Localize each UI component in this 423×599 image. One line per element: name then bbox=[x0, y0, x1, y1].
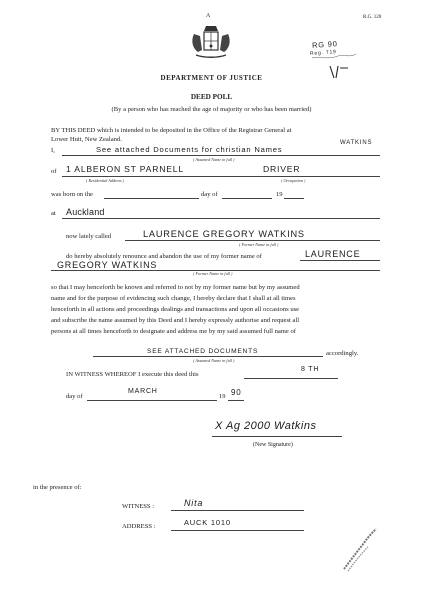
presence-label: in the presence of: bbox=[33, 484, 82, 491]
paragraph-line-3: henceforth in all actions and proceedings dealings and transactions and upon all occasions use bbox=[51, 306, 300, 313]
birthplace-field: Auckland bbox=[66, 207, 105, 217]
document-title: DEED POLL bbox=[190, 93, 233, 101]
label-residential-address: ( Residential Address ) bbox=[86, 178, 125, 183]
label-former-name: ( Former Name in full ) bbox=[239, 242, 279, 247]
day-label: day of bbox=[201, 191, 218, 198]
coat-of-arms-icon bbox=[186, 22, 236, 62]
at-label: at bbox=[51, 210, 56, 217]
former-name-field-2b: GREGORY WATKINS bbox=[57, 260, 158, 270]
now-lately-called-label: now lately called bbox=[66, 233, 112, 240]
assumed-name-field: See attached Documents for christian Names bbox=[96, 145, 283, 154]
form-letter: A bbox=[206, 13, 211, 19]
witness-whereof-label: IN WITNESS WHEREOF I execute this deed this bbox=[66, 371, 199, 378]
paragraph-line-5: persons at all times henceforth to designate and address me by my said assumed full name of bbox=[51, 328, 297, 335]
witness-signature: Nita bbox=[184, 498, 204, 508]
witness-address-field: AUCK 1010 bbox=[184, 518, 231, 527]
day-of-label: day of bbox=[66, 393, 83, 400]
accordingly-label: accordingly. bbox=[326, 350, 359, 357]
year-prefix: 19 bbox=[276, 191, 283, 198]
former-name-field-2a: LAURENCE bbox=[305, 249, 361, 259]
execution-day-field: 8 TH bbox=[301, 366, 320, 373]
assumed-name-field-2: SEE ATTACHED DOCUMENTS bbox=[147, 348, 259, 355]
intro-line-1: BY THIS DEED which is intended to be deposited in the Office of the Registrar General at bbox=[51, 127, 292, 134]
label-occupation: ( Occupation ) bbox=[281, 178, 306, 183]
label-former-name-2: ( Former Name in full ) bbox=[193, 271, 233, 276]
address-label: ADDRESS : bbox=[122, 523, 156, 530]
label-assumed-name: ( Assumed Name in full ) bbox=[193, 157, 235, 162]
renounce-label: do hereby absolutely renounce and abandon the use of my former name of bbox=[66, 253, 262, 260]
intro-line-2: Lower Hutt, New Zealand. bbox=[51, 136, 122, 143]
label-new-signature: (New Signature) bbox=[253, 442, 293, 448]
execution-month-field: MARCH bbox=[128, 388, 158, 395]
address-field: 1 ALBERON ST PARNELL bbox=[66, 164, 184, 174]
occupation-field: DRIVER bbox=[263, 164, 301, 174]
department-heading: DEPARTMENT OF JUSTICE bbox=[160, 74, 263, 82]
stamp-scribble-icon bbox=[340, 525, 380, 575]
paragraph-line-1: so that I may henceforth be known and referred to not by my former name but by my assumed bbox=[51, 284, 300, 291]
execution-year-prefix: 19 bbox=[219, 393, 226, 400]
handwritten-reference-1: RG 90 bbox=[311, 39, 338, 50]
former-name-field: LAURENCE GREGORY WATKINS bbox=[143, 229, 305, 239]
witness-label: WITNESS : bbox=[122, 503, 155, 510]
document-subtitle: (By a person who has reached the age of majority or who has been married) bbox=[111, 106, 312, 113]
execution-year-field: 90 bbox=[231, 388, 242, 397]
handwritten-reference-2: Reg. 719 bbox=[309, 49, 337, 57]
born-label: was born on the bbox=[51, 191, 93, 198]
label-assumed-name-2: ( Assumed Name in full ) bbox=[193, 358, 235, 363]
pronoun-i: I, bbox=[51, 147, 55, 154]
form-code: R.G. 120 bbox=[363, 15, 382, 20]
paragraph-line-4: and subscribe the name assumed by this Deed and I hereby expressly authorise and request all bbox=[51, 317, 300, 324]
surname-field: WATKINS bbox=[340, 140, 373, 146]
new-signature: X Ag 2000 Watkins bbox=[215, 420, 317, 432]
paragraph-line-2: name and for the purpose of evidencing such change, I hereby declare that I shall at all times bbox=[51, 295, 296, 302]
of-label: of bbox=[51, 168, 57, 175]
